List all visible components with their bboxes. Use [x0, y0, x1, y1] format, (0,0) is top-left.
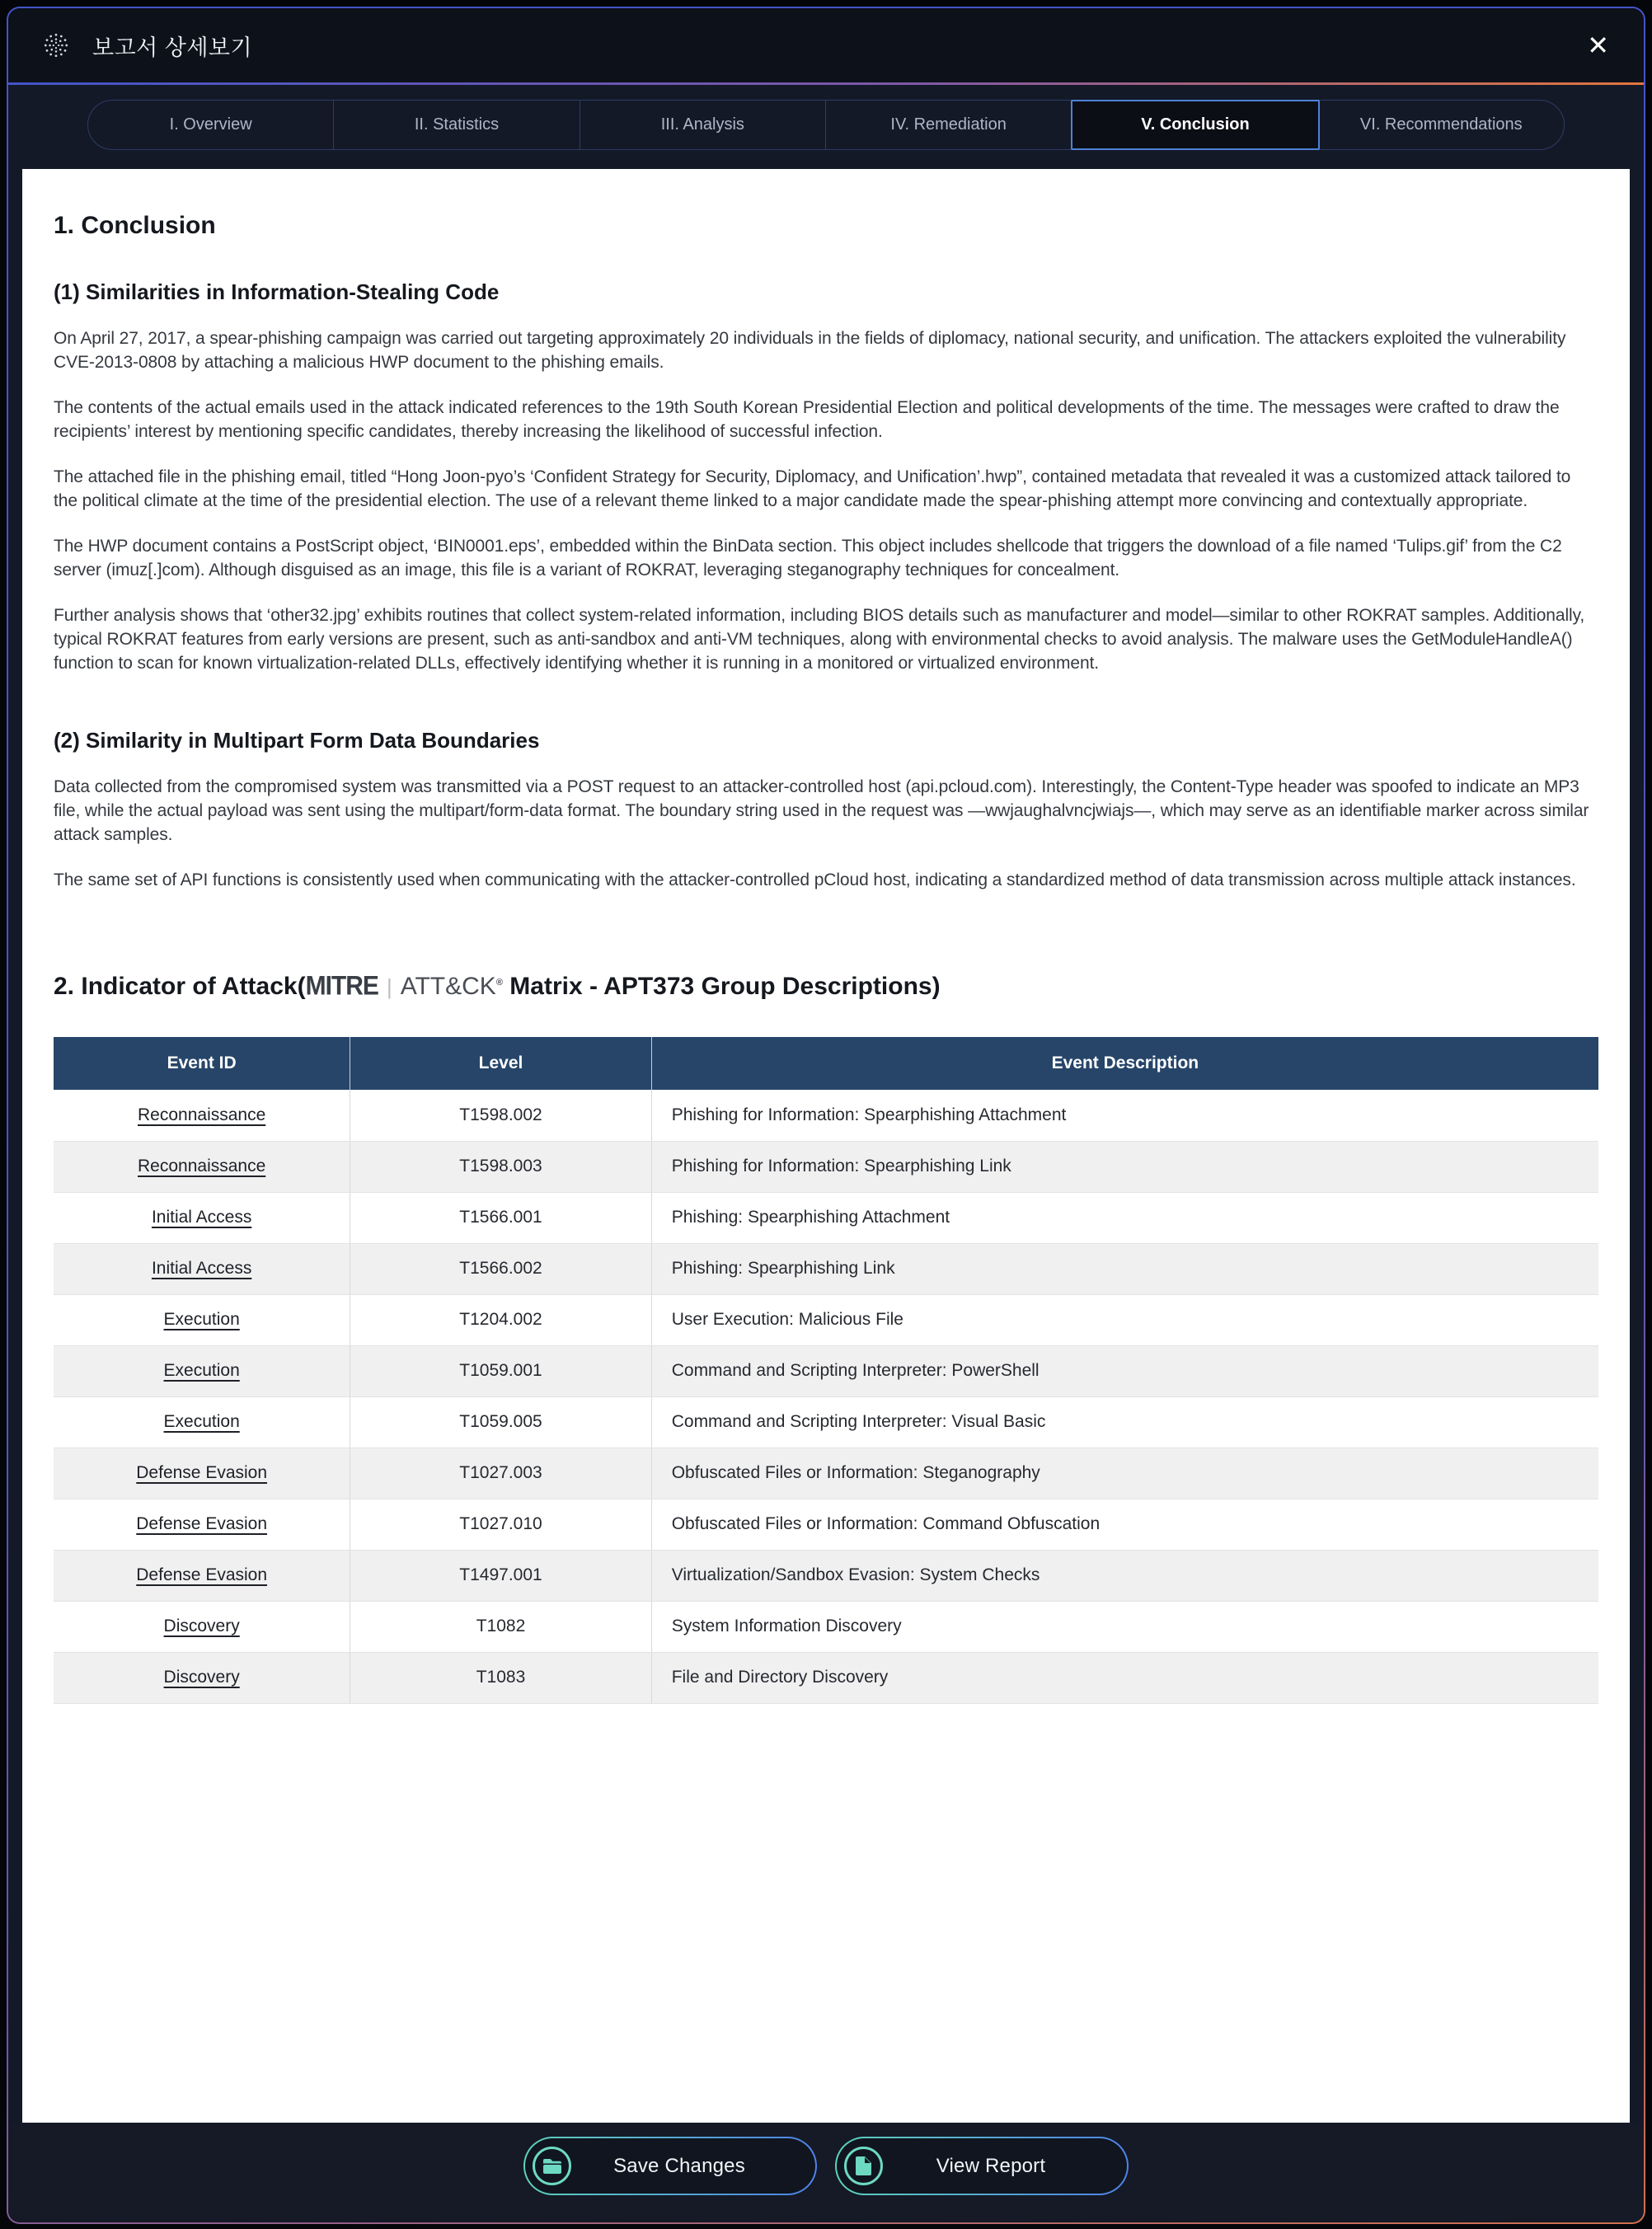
section1-paragraph: The contents of the actual emails used in the attack indicated references to the 19th South Korean Presidential Election and political developments of the time. The messages were crafted to draw the recipients’ interest by mentioning specific candidates, thereby increasing the likelihood of successful infection. [54, 398, 1560, 441]
description-cell: Obfuscated Files or Information: Command Obfuscation [651, 1499, 1598, 1550]
col-header-event-id: Event ID [54, 1037, 350, 1090]
tab-conclusion[interactable]: V. Conclusion [1071, 100, 1319, 150]
level-cell: T1083 [350, 1652, 651, 1703]
description-cell: File and Directory Discovery [651, 1652, 1598, 1703]
table-row [54, 1396, 1598, 1448]
ioa-table [54, 1037, 1598, 1704]
event-id-link[interactable]: Reconnaissance [138, 1157, 266, 1176]
level-cell: T1027.003 [350, 1448, 651, 1499]
report-content [22, 169, 1630, 2123]
table-row [54, 1499, 1598, 1550]
ioa-heading: 2. Indicator of Attack(MITRE | ATT&CK® Matrix - APT373 Group Descriptions) [54, 971, 941, 1002]
close-icon[interactable]: ✕ [1587, 31, 1609, 60]
description-cell: Phishing for Information: Spearphishing Link [651, 1141, 1598, 1192]
description-cell: Command and Scripting Interpreter: PowerShell [651, 1345, 1598, 1396]
modal-header [8, 8, 1644, 82]
dotted-circle-icon [41, 31, 71, 60]
section1-paragraph: On April 27, 2017, a spear-phishing campaign was carried out targeting approximately 20 individuals in the fields of diplomacy, national security, and unification. The attackers exploited the vulnerability CVE-2013-0808 by attaching a malicious HWP document to the phishing emails. [54, 329, 1566, 372]
table-row [54, 1141, 1598, 1192]
description-cell: Command and Scripting Interpreter: Visual Basic [651, 1396, 1598, 1448]
table-row [54, 1192, 1598, 1243]
level-cell: T1598.003 [350, 1141, 651, 1192]
view-report-label: View Report [936, 2154, 1046, 2177]
section2-heading: (2) Similarity in Multipart Form Data Boundaries [54, 728, 540, 753]
event-id-link[interactable]: Discovery [163, 1668, 240, 1687]
event-id-link[interactable]: Defense Evasion [136, 1463, 268, 1482]
event-id-link[interactable]: Execution [163, 1412, 240, 1431]
level-cell: T1497.001 [350, 1550, 651, 1601]
table-row [54, 1550, 1598, 1601]
event-id-link[interactable]: Execution [163, 1310, 240, 1329]
level-cell: T1566.002 [350, 1243, 651, 1294]
description-cell: User Execution: Malicious File [651, 1294, 1598, 1345]
modal-window [7, 7, 1645, 2224]
level-cell: T1598.002 [350, 1090, 651, 1141]
description-cell: Virtualization/Sandbox Evasion: System Checks [651, 1550, 1598, 1601]
save-changes-button[interactable] [523, 2137, 817, 2195]
section1-paragraph: The HWP document contains a PostScript object, ‘BIN0001.eps’, embedded within the BinData section. This object includes shellcode that triggers the download of a file named ‘Tulips.gif’ from the C2 server (imuz[.]com). Although disguised as an image, this file is a variant of ROKRAT, leveraging steganography techniques for concealment. [54, 537, 1562, 580]
table-row [54, 1345, 1598, 1396]
event-id-link[interactable]: Execution [163, 1361, 240, 1380]
table-row [54, 1243, 1598, 1294]
event-id-link[interactable]: Defense Evasion [136, 1514, 268, 1533]
section2-paragraph: The same set of API functions is consistently used when communicating with the attacker-controlled pCloud host, indicating a standardized method of data transmission across multiple attack instances. [54, 870, 1576, 889]
tab-analysis[interactable]: III. Analysis [580, 101, 826, 149]
table-row [54, 1448, 1598, 1499]
description-cell: Obfuscated Files or Information: Steganography [651, 1448, 1598, 1499]
tab-statistics[interactable]: II. Statistics [334, 101, 580, 149]
level-cell: T1059.005 [350, 1396, 651, 1448]
logo-separator: | [386, 974, 392, 999]
section1-paragraph: Further analysis shows that ‘other32.jpg’ exhibits routines that collect system-related information, including BIOS details such as manufacturer and model—similar to other ROKRAT samples. Additionally, typical ROKRAT features from early versions are present, such as anti-sandbox and anti-VM techniques, along with environmental checks to avoid analysis. The malware uses the GetModuleHandleA() function to scan for known virtualization-related DLLs, effectively identifying whether it is running in a monitored or virtualized environment. [54, 606, 1585, 673]
tab-recommendations[interactable]: VI. Recommendations [1359, 115, 1523, 134]
table-row [54, 1294, 1598, 1345]
description-cell: Phishing for Information: Spearphishing Attachment [651, 1090, 1598, 1141]
event-id-link[interactable]: Defense Evasion [136, 1565, 268, 1584]
conclusion-heading: 1. Conclusion [54, 212, 216, 239]
event-id-link[interactable]: Discovery [163, 1617, 240, 1635]
attack-logo: ATT&CK [400, 973, 496, 1000]
event-id-link[interactable]: Reconnaissance [138, 1105, 266, 1124]
tabbar-region [8, 85, 1644, 169]
save-changes-label: Save Changes [613, 2154, 745, 2177]
table-row [54, 1601, 1598, 1652]
description-cell: System Information Discovery [651, 1601, 1598, 1652]
view-report-button[interactable] [835, 2137, 1129, 2195]
level-cell: T1204.002 [350, 1294, 651, 1345]
table-header-row [54, 1037, 1598, 1090]
save-folder-icon [533, 2147, 571, 2185]
level-cell: T1059.001 [350, 1345, 651, 1396]
description-cell: Phishing: Spearphishing Link [651, 1243, 1598, 1294]
tab-overview[interactable]: I. Overview [88, 101, 334, 149]
event-id-link[interactable]: Initial Access [151, 1259, 252, 1278]
tabbar [87, 100, 1565, 150]
registered-mark: ® [495, 978, 503, 988]
section1-heading: (1) Similarities in Information-Stealing Code [54, 279, 500, 304]
level-cell: T1027.010 [350, 1499, 651, 1550]
table-row [54, 1090, 1598, 1141]
section2-paragraph: Data collected from the compromised system was transmitted via a POST request to an attacker-controlled host (api.pcloud.com). Interestingly, the Content-Type header was spoofed to indicate an MP3 file, while the actual payload was sent using the multipart/form-data format. The boundary string used in the request was —wwjaughalvncjwiajs—, which may serve as an identifiable marker across similar attack samples. [54, 777, 1589, 844]
level-cell: T1566.001 [350, 1192, 651, 1243]
section1-paragraph: The attached file in the phishing email, titled “Hong Joon-pyo’s ‘Confident Strategy for Security, Diplomacy, and Unification’.hwp”, contained metadata that revealed it was a customized attack tailored to the political climate at the time of the presidential election. The use of a relevant theme linked to a major candidate made the spear-phishing attempt more convincing and contextually appropriate. [54, 467, 1571, 510]
modal-footer [8, 2123, 1644, 2222]
col-header-level: Level [350, 1037, 651, 1090]
mitre-logo: MITRE [305, 971, 378, 1002]
level-cell: T1082 [350, 1601, 651, 1652]
report-document-icon [844, 2147, 883, 2185]
col-header-description: Event Description [651, 1037, 1598, 1090]
event-id-link[interactable]: Initial Access [151, 1208, 252, 1227]
description-cell: Phishing: Spearphishing Attachment [651, 1192, 1598, 1243]
page-title: 보고서 상세보기 [92, 35, 253, 60]
table-row [54, 1652, 1598, 1703]
tab-remediation[interactable]: IV. Remediation [826, 101, 1072, 149]
